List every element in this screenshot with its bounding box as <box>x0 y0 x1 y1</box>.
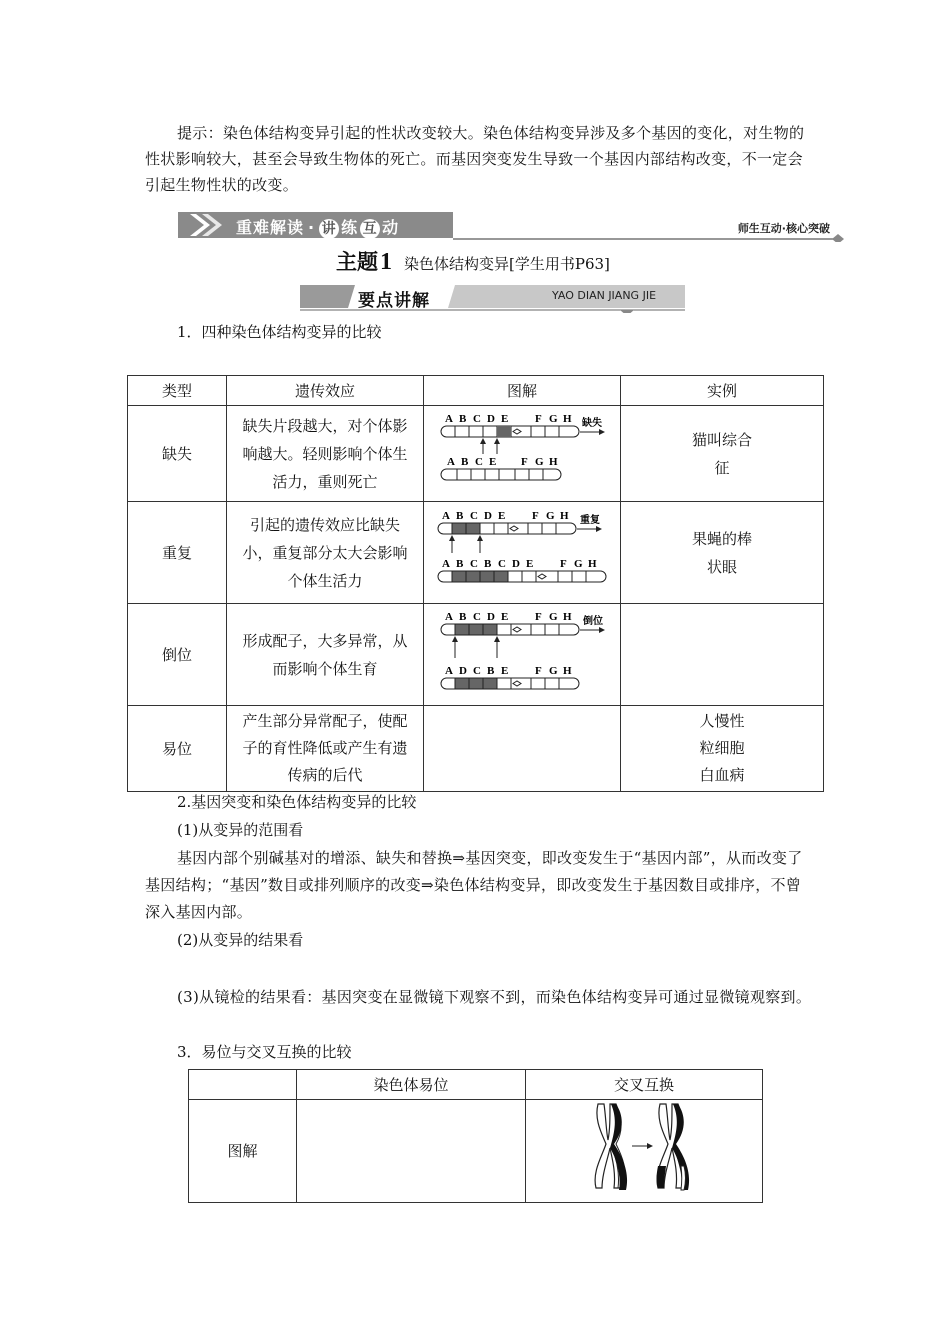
type-cell: 倒位 <box>128 604 227 706</box>
gene-label: D <box>459 664 467 677</box>
arrow-right-icon <box>599 627 605 633</box>
arrow-up-icon <box>480 438 486 444</box>
mutation-tag: 重复 <box>580 514 600 526</box>
mutation-tag: 缺失 <box>582 417 602 429</box>
table-row <box>128 406 824 502</box>
inverted-segment <box>455 624 497 635</box>
effect-cell <box>227 502 424 604</box>
example-cell <box>621 502 824 604</box>
gene-label: F <box>535 610 542 623</box>
diagram-cell <box>424 406 621 502</box>
gene-label: C <box>473 412 481 425</box>
effect-cell <box>227 406 424 502</box>
section-2-item-2: (2)从变异的结果看 <box>177 931 304 949</box>
gene-label: C <box>470 557 478 570</box>
diamond-icon <box>832 234 844 242</box>
section-3-heading: 3．易位与交叉互换的比较 <box>177 1043 352 1061</box>
banner-char: 讲 <box>319 219 339 239</box>
gene-label: B <box>487 664 495 677</box>
arrow-right-icon <box>599 429 605 435</box>
header-cell <box>189 1070 297 1100</box>
gene-label: B <box>461 455 469 468</box>
arrow-right-icon <box>596 526 602 532</box>
subsection-pinyin: YAO DIAN JIANG JIE <box>552 289 657 302</box>
header-cell: 遗传效应 <box>227 376 424 406</box>
effect-text: 形成配子，大多异常，从而影响个体生育 <box>242 631 408 678</box>
gene-label: A <box>445 610 453 623</box>
gene-label: C <box>498 557 506 570</box>
arrow-up-icon <box>452 636 458 642</box>
header-cell: 实例 <box>621 376 824 406</box>
arrow-up-icon <box>494 438 500 444</box>
translocation-diagram-cell <box>297 1100 526 1203</box>
gene-label: E <box>501 664 509 677</box>
table-header-row <box>128 376 824 406</box>
gene-label: H <box>563 412 572 425</box>
gene-label: D <box>487 610 495 623</box>
section-2-heading: 2.基因突变和染色体结构变异的比较 <box>177 793 417 811</box>
subsection-title: 要点讲解 <box>358 291 430 311</box>
gene-label: D <box>484 509 492 522</box>
topic-number: 1 <box>380 249 392 275</box>
effect-text: 产生部分异常配子，使配子的育性降低或产生有遗传病的后代 <box>242 712 408 784</box>
inverted-segment <box>455 678 497 689</box>
translocation-table <box>188 1069 763 1203</box>
gene-label: F <box>535 412 542 425</box>
gene-label: B <box>459 610 467 623</box>
topic-label: 主题 <box>336 250 378 274</box>
crossover-diagram-cell <box>526 1100 763 1203</box>
gene-label: D <box>487 412 495 425</box>
row-label: 图解 <box>189 1100 297 1203</box>
gene-label: A <box>445 664 453 677</box>
subsection-banner <box>300 283 685 313</box>
banner-dot: · <box>308 218 316 237</box>
banner-char: 练 <box>341 218 359 237</box>
banner-title: 重难解读 <box>236 218 305 237</box>
gene-label: C <box>473 610 481 623</box>
header-cell: 染色体易位 <box>297 1070 526 1100</box>
topic-title: 染色体结构变异[学生用书P63] <box>404 255 610 273</box>
banner-char: 动 <box>382 218 400 237</box>
example-text: 猫叫综合征 <box>692 430 753 477</box>
banner-char: 互 <box>360 219 380 239</box>
gene-label: H <box>563 664 572 677</box>
section-banner <box>178 210 850 242</box>
gene-label: G <box>574 557 583 570</box>
mutation-tag: 倒位 <box>583 615 603 627</box>
example-cell <box>621 604 824 706</box>
gene-label: C <box>470 509 478 522</box>
table-row <box>128 502 824 604</box>
effect-cell <box>227 706 424 792</box>
gene-label: G <box>549 664 558 677</box>
gene-label: E <box>501 610 509 623</box>
gene-label: B <box>456 509 464 522</box>
gene-label: E <box>526 557 534 570</box>
banner-right: 师生互动·核心突破 <box>737 222 830 235</box>
type-cell: 易位 <box>128 706 227 792</box>
gene-label: F <box>532 509 539 522</box>
type-cell: 缺失 <box>128 406 227 502</box>
example-cell <box>621 406 824 502</box>
effect-text: 缺失片段越大，对个体影响越大。轻则影响个体生活力，重则死亡 <box>242 416 408 491</box>
arrow-up-icon <box>494 636 500 642</box>
gene-label: G <box>549 412 558 425</box>
comparison-table <box>127 375 824 792</box>
diagram-cell <box>424 502 621 604</box>
deleted-segment <box>497 426 511 437</box>
diagram-cell <box>424 706 621 792</box>
gene-label: C <box>473 664 481 677</box>
duplication-diagram <box>434 507 610 591</box>
gene-label: F <box>521 455 528 468</box>
gene-label: F <box>560 557 567 570</box>
gene-label: A <box>442 557 450 570</box>
header-cell: 类型 <box>128 376 227 406</box>
gene-label: D <box>512 557 520 570</box>
effect-cell <box>227 604 424 706</box>
example-cell <box>621 706 824 792</box>
gene-label: A <box>447 455 455 468</box>
example-text: 果蝇的棒状眼 <box>692 529 753 576</box>
section-2-paragraph: 基因内部个别碱基对的增添、缺失和替换⇒基因突变，即改变发生于“基因内部”，从而改变了基因结构；“基因”数目或排列顺序的改变⇒染色体结构变异，即改变发生于基因数目或排序，不曾深入基因内部。 <box>145 849 803 921</box>
gene-label: G <box>546 509 555 522</box>
section-2-item-1: (1)从变异的范围看 <box>177 821 304 839</box>
gene-label: F <box>535 664 542 677</box>
gene-label: B <box>484 557 492 570</box>
caret-down-icon <box>620 310 634 313</box>
table-row <box>128 706 824 792</box>
topic-heading <box>336 246 610 276</box>
gene-label: H <box>560 509 569 522</box>
gene-label: A <box>445 412 453 425</box>
arrow-up-icon <box>449 535 455 541</box>
gene-label: E <box>498 509 506 522</box>
hint-paragraph: 提示：染色体结构变异引起的性状改变较大。染色体结构变异涉及多个基因的变化，对生物的性状影响较大，甚至会导致生物体的死亡。而基因突变发生导致一个基因内部结构改变，不一定会引起生物性状的改变。 <box>145 124 805 194</box>
section-1-heading: 1．四种染色体结构变异的比较 <box>177 323 382 341</box>
gene-label: G <box>549 610 558 623</box>
gene-label: B <box>456 557 464 570</box>
gene-label: H <box>563 610 572 623</box>
gene-label: E <box>501 412 509 425</box>
arrow-up-icon <box>477 535 483 541</box>
type-cell: 重复 <box>128 502 227 604</box>
gene-label: G <box>535 455 544 468</box>
table-row <box>128 604 824 706</box>
table-header-row <box>189 1070 763 1100</box>
gene-label: C <box>475 455 483 468</box>
example-text: 人慢性粒细胞白血病 <box>699 712 745 784</box>
header-cell: 图解 <box>424 376 621 406</box>
gene-label: H <box>588 557 597 570</box>
inversion-diagram <box>437 608 607 694</box>
gene-label: E <box>489 455 497 468</box>
gene-label: A <box>442 509 450 522</box>
diagram-cell <box>424 604 621 706</box>
header-cell: 交叉互换 <box>526 1070 763 1100</box>
effect-text: 引起的遗传效应比缺失小，重复部分太大会影响个体生活力 <box>242 515 408 590</box>
gene-label: B <box>459 412 467 425</box>
crossover-diagram <box>584 1100 704 1194</box>
section-2-item-3: (3)从镜检的结果看：基因突变在显微镜下观察不到，而染色体结构变异可通过显微镜观察到。 <box>177 988 812 1006</box>
arrow-right-icon <box>647 1143 653 1149</box>
gene-label: H <box>549 455 558 468</box>
exchanged-segment <box>681 1166 686 1190</box>
deletion-diagram <box>437 410 607 490</box>
table-row <box>189 1100 763 1203</box>
